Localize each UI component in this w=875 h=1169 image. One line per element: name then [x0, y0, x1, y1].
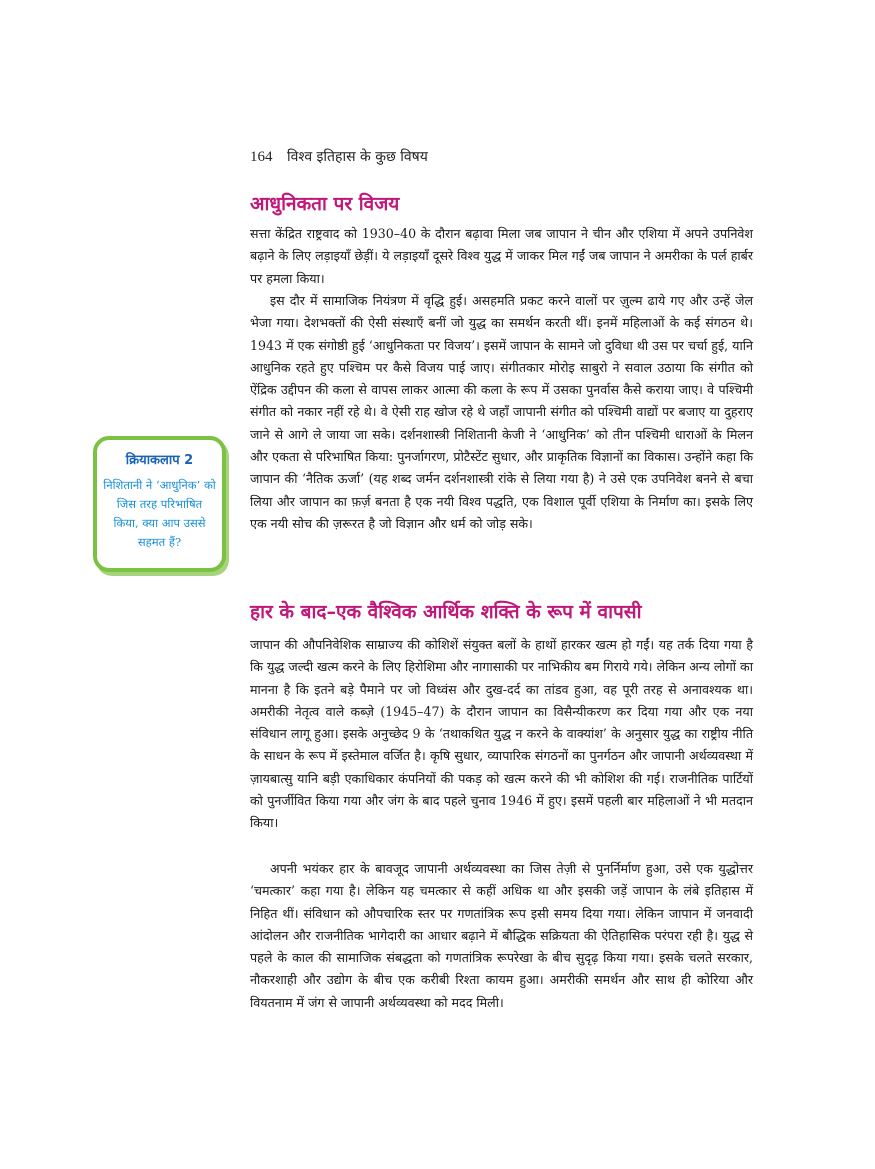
activity-box — [93, 436, 226, 572]
book-title: विश्व इतिहास के कुछ विषय — [286, 149, 428, 165]
running-header — [250, 147, 428, 166]
paragraph-2: इस दौर में सामाजिक नियंत्रण में वृद्धि हुई। असहमति प्रकट करने वालों पर ज़ुल्म ढाये गए और उन्हें जेल भेजा गया। देशभक्तों की ऐसी संस्थाएँ बनीं जो युद्ध का समर्थन करती थीं। इनमें महिलाओं के कई संगठन थे। 1943 में एक संगोष्ठी हुई ‘आधुनिकता पर विजय’। इसमें जापान के सामने जो दुविधा थी उस पर चर्चा हुई, यानि आधुनिक रहते हुए पश्चिम पर कैसे विजय पाई जाए। संगीतकार मोरोइ साबुरो ने सवाल उठाया कि संगीत को ऐंद्रिक उद्दीपन की कला से वापस लाकर आत्मा की कला के रूप में उसका पुनर्वास कैसे कराया जाए। वे पश्चिमी संगीत को नकार नहीं रहे थे। वे ऐसी राह खोज रहे थे जहाँ जापानी संगीत को पश्चिमी वाद्यों पर बजाए या दुहराए जाने से आगे ले जाया जा सके। दर्शनशास्त्री निशितानी केजी ने ‘आधुनिक’ को तीन पश्चिमी धाराओं के मिलन और एकता से परिभाषित किया: पुनर्जागरण, प्रोटैस्टेंट सुधार, और प्राकृतिक विज्ञानों का विकास। उन्होंने कहा कि जापान की ‘नैतिक ऊर्जा’ (यह शब्द जर्मन दर्शनशास्त्री रांके से लिया गया है) ने उसे एक उपनिवेश बनने से बचा लिया और जापान का फ़र्ज़ बनता है एक नयी विश्व पद्धति, एक विशाल पूर्वी एशिया के निर्माण का। इसके लिए एक नयी सोच की ज़रूरत है जो विज्ञान और धर्म को जोड़ सके। — [250, 293, 753, 531]
activity-title: क्रियाकलाप 2 — [125, 453, 194, 468]
paragraph-1: सत्ता केंद्रित राष्ट्रवाद को 1930–40 के दौरान बढ़ावा मिला जब जापान ने चीन और एशिया में अपने उपनिवेश बढ़ाने के लिए लड़ाइयाँ छेड़ीं। ये लड़ाइयाँ दूसरे विश्व युद्ध में जाकर मिल गईं जब जापान ने अमरीका के पर्ल हार्बर पर हमला किया। — [250, 226, 753, 286]
page-number: 164 — [250, 149, 273, 165]
paragraph-4: अपनी भयंकर हार के बावजूद जापानी अर्थव्यवस्था का जिस तेज़ी से पुनर्निर्माण हुआ, उसे एक युद्धोत्तर ‘चमत्कार’ कहा गया है। लेकिन यह चमत्कार से कहीं अधिक था और इसकी जड़ें जापान के लंबे इतिहास में निहित थीं। संविधान को औपचारिक स्तर पर गणतांत्रिक रूप इसी समय दिया गया। लेकिन जापान में जनवादी आंदोलन और राजनीतिक भागेदारी का आधार बढ़ाने में बौद्धिक सक्रियता की ऐतिहासिक परंपरा रही है। युद्ध से पहले के काल की सामाजिक संबद्धता को गणतांत्रिक रूपरेखा के बीच सुदृढ़ किया गया। इसके चलते सरकार, नौकरशाही और उद्योग के बीच एक करीबी रिश्ता कायम हुआ। अमरीकी समर्थन और साथ ही कोरिया और वियतनाम में जंग से जापानी अर्थव्यवस्था को मदद मिली। — [250, 861, 753, 1010]
section-heading-post-defeat-recovery: हार के बाद–एक वैश्विक आर्थिक शक्ति के रूप में वापसी — [250, 601, 642, 623]
section-heading-victory-over-modernity: आधुनिकता पर विजय — [250, 193, 400, 215]
paragraph-3: जापान की औपनिवेशिक साम्राज्य की कोशिशें संयुक्त बलों के हाथों हारकर खत्म हो गईं। यह तर्क दिया गया है कि युद्ध जल्दी खत्म करने के लिए हिरोशिमा और नागासाकी पर नाभिकीय बम गिराये गये। लेकिन अन्य लोगों का मानना है कि इतने बड़े पैमाने पर जो विध्वंस और दुख-दर्द का तांडव हुआ, वह पूरी तरह से अनावश्यक था। अमरीकी नेतृत्व वाले कब्ज़े (1945–47) के दौरान जापान का विसैन्यीकरण कर दिया गया और एक नया संविधान लागू हुआ। इसके अनुच्छेद 9 के ‘तथाकथित युद्ध न करने के वाक्यांश’ के अनुसार युद्ध का राष्ट्रीय नीति के साधन के रूप में इस्तेमाल वर्जित है। कृषि सुधार, व्यापारिक संगठनों का पुनर्गठन और जापानी अर्थव्यवस्था में ज़ायबात्सु यानि बड़ी एकाधिकार कंपनियों की पकड़ को खत्म करने की भी कोशिश की गई। राजनीतिक पार्टियों को पुनर्जीवित किया गया और जंग के बाद पहले चुनाव 1946 में हुए। इसमें पहली बार महिलाओं ने भी मतदान किया। — [250, 637, 753, 831]
activity-question: निशितानी ने ‘आधुनिक’ को जिस तरह परिभाषित किया, क्या आप उससे सहमत हैं? — [103, 478, 216, 549]
